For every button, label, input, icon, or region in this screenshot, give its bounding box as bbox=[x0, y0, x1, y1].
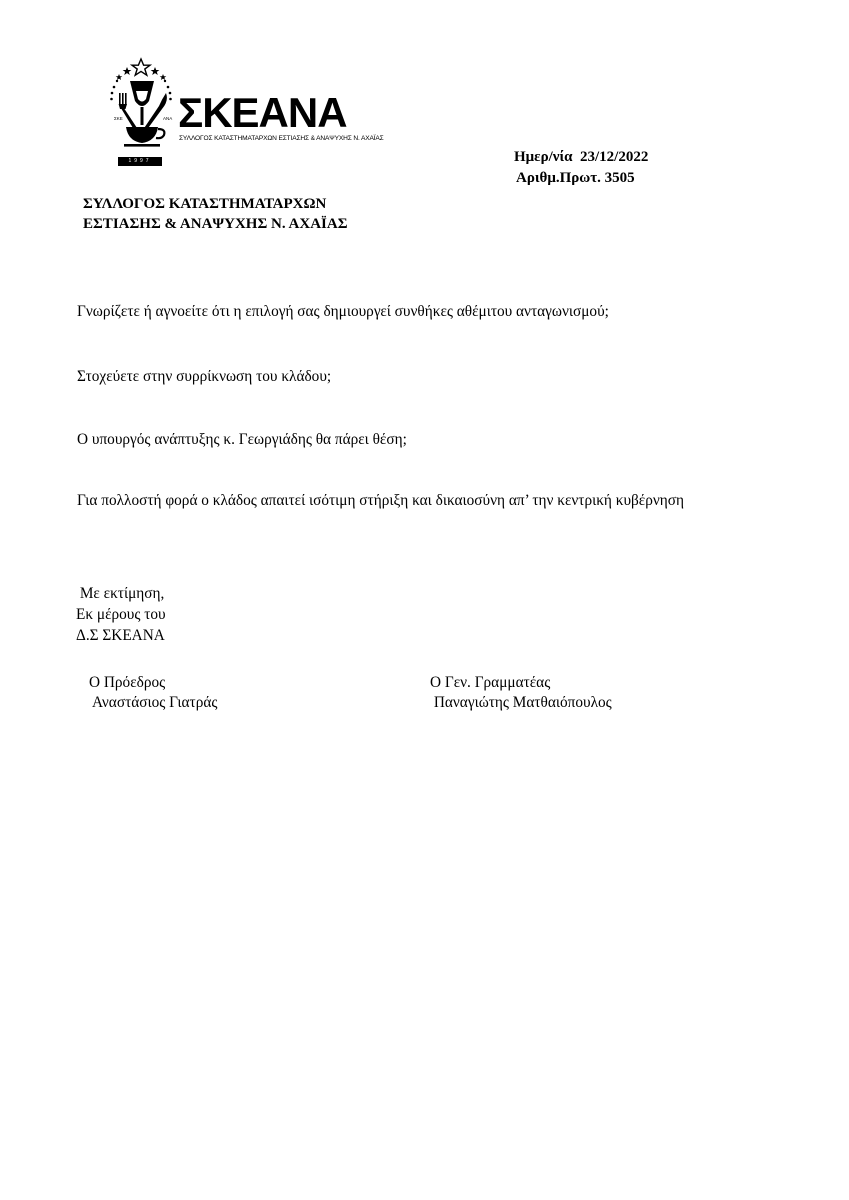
logo bbox=[106, 57, 384, 169]
logo-tagline: ΣΥΛΛΟΓΟΣ ΚΑΤΑΣΤΗΜΑΤΑΡΧΩΝ ΕΣΤΙΑΣΗΣ & ΑΝΑΨΥΧΗΣ Ν. ΑΧΑΪΑΣ bbox=[179, 135, 384, 142]
paragraph-3: Ο υπουργός ανάπτυξης κ. Γεωργιάδης θα πάρει θέση; bbox=[77, 431, 407, 448]
paragraph-2: Στοχεύετε στην συρρίκνωση του κλάδου; bbox=[77, 368, 332, 385]
date-line: Ημερ/νία 23/12/2022 bbox=[514, 149, 649, 165]
secretary-title: Ο Γεν. Γραμματέας bbox=[430, 674, 551, 691]
logo-mark-left-text: ΣΚΕ bbox=[114, 116, 123, 121]
president-name: Αναστάσιος Γιατράς bbox=[89, 694, 218, 711]
secretary-name: Παναγιώτης Ματθαιόπουλος bbox=[430, 694, 612, 711]
logo-mark-right-text: ΑΝΑ bbox=[163, 116, 173, 121]
protocol-number-line: Αριθμ.Πρωτ. 3505 bbox=[516, 170, 635, 186]
organization-line-2: ΕΣΤΙΑΣΗΣ & ΑΝΑΨΥΧΗΣ Ν. ΑΧΑΪΑΣ bbox=[83, 216, 348, 232]
signature-president bbox=[89, 673, 217, 713]
organization-line-1: ΣΥΛΛΟΓΟΣ ΚΑΤΑΣΤΗΜΑΤΑΡΧΩΝ bbox=[83, 196, 327, 212]
cutlery-glass-stars-emblem-icon bbox=[106, 57, 178, 169]
organization-heading bbox=[83, 194, 348, 234]
closing-line-2: Εκ μέρους του bbox=[76, 606, 166, 623]
logo-year: 1997 bbox=[118, 157, 162, 166]
document-meta bbox=[514, 147, 648, 189]
closing-line-1: Με εκτίμηση, bbox=[76, 585, 165, 602]
closing-block bbox=[76, 583, 166, 646]
president-title: Ο Πρόεδρος bbox=[89, 674, 166, 691]
logo-title: ΣΚΕΑΝΑ bbox=[178, 89, 347, 136]
paragraph-4: Για πολλοστή φορά ο κλάδος απαιτεί ισότιμη στήριξη και δικαιοσύνη απ’ την κεντρική κυβέρνηση bbox=[77, 492, 685, 509]
closing-line-3: Δ.Σ ΣΚΕΑΝΑ bbox=[76, 627, 165, 644]
signature-secretary bbox=[430, 673, 612, 713]
paragraph-1: Γνωρίζετε ή αγνοείτε ότι η επιλογή σας δημιουργεί συνθήκες αθέμιτου ανταγωνισμού; bbox=[77, 303, 609, 320]
